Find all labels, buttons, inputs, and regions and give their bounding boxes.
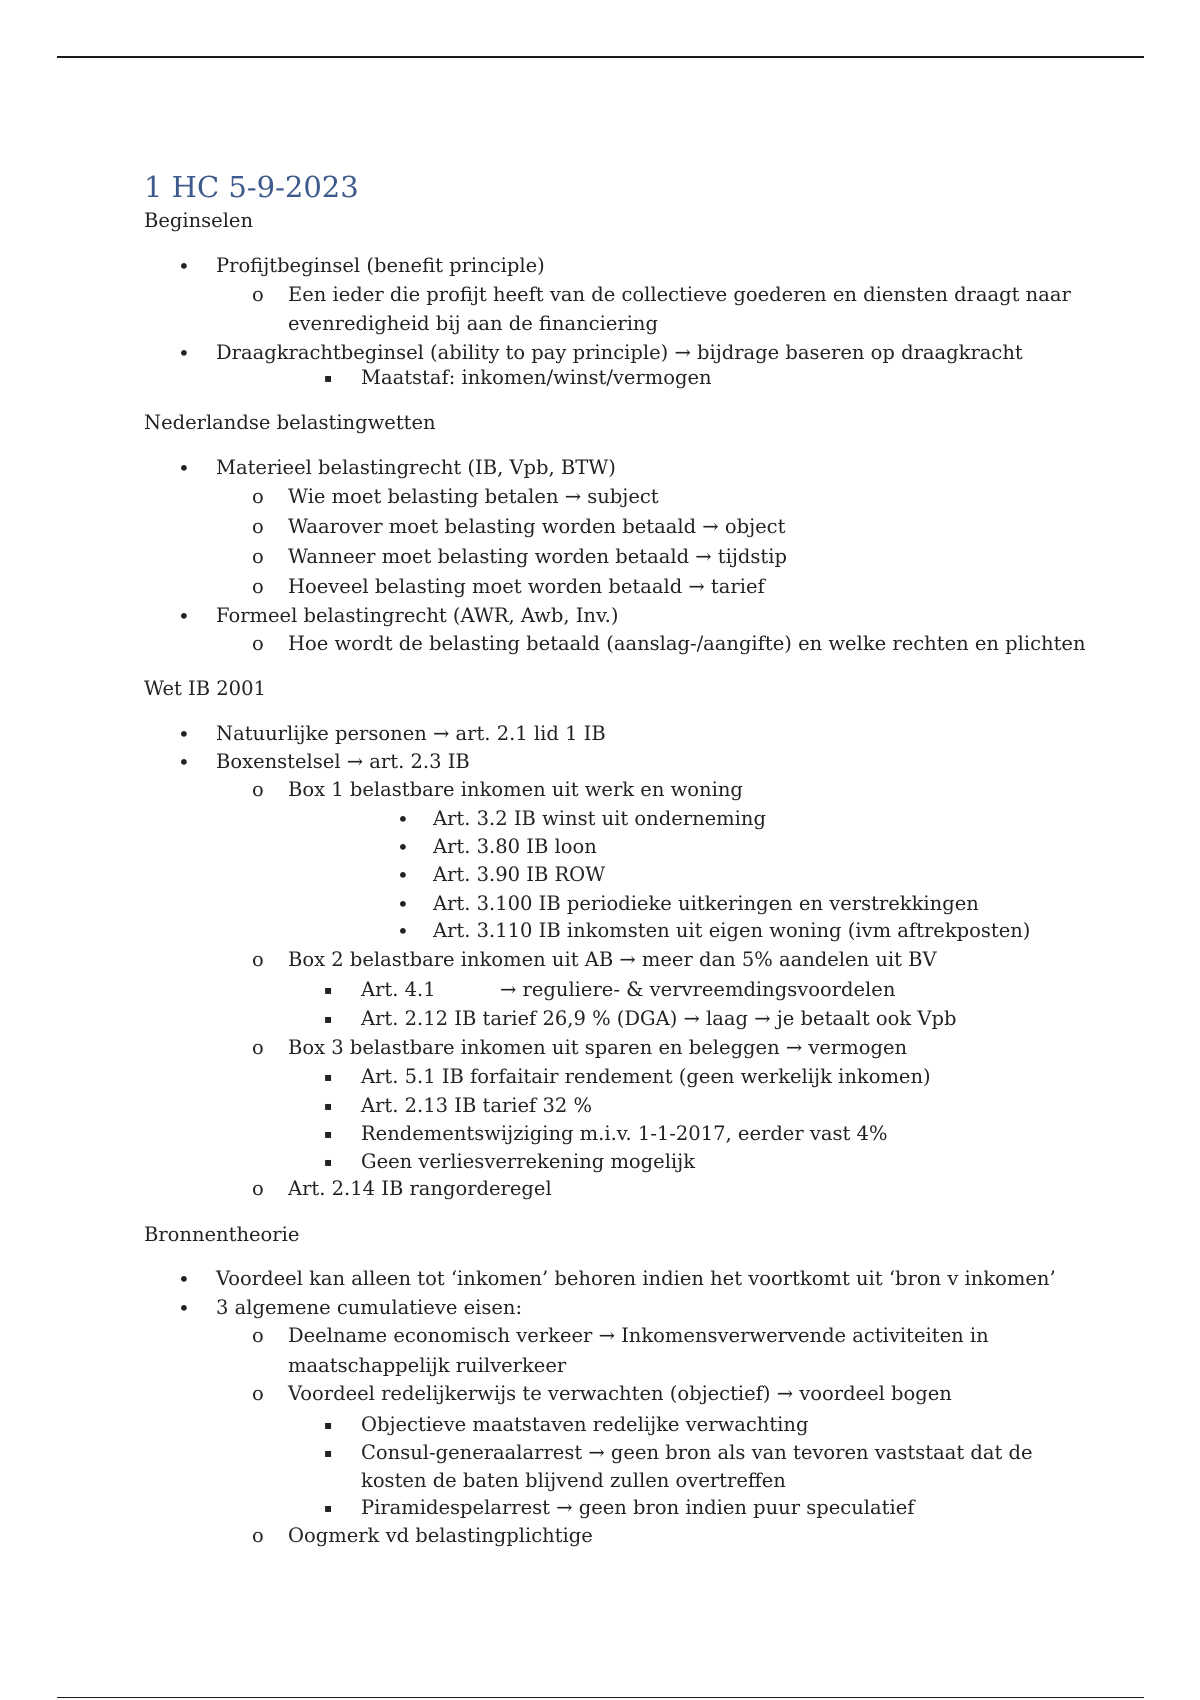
bullet-marker: • [397, 835, 409, 859]
square-marker: ▪ [324, 371, 333, 385]
list-item: Hoeveel belasting moet worden betaald → tarief [288, 575, 765, 598]
list-item: Draagkrachtbeginsel (ability to pay principle) → bijdrage baseren op draagkracht [216, 341, 1023, 364]
circle-marker: o [252, 485, 264, 508]
bullet-marker: • [178, 750, 190, 774]
list-item: Maatstaf: inkomen/winst/vermogen [361, 366, 712, 389]
list-item: Art. 3.80 IB loon [433, 835, 597, 858]
list-item: Piramidespelarrest → geen bron indien puur speculatief [361, 1496, 915, 1519]
bullet-marker: • [178, 456, 190, 480]
square-marker: ▪ [324, 1418, 333, 1432]
list-item: Hoe wordt de belasting betaald (aanslag-/aangifte) en welke rechten en plichten [288, 632, 1086, 655]
section-heading-beginselen: Beginselen [144, 209, 254, 232]
list-item: Art. 2.12 IB tarief 26,9 % (DGA) → laag → je betaalt ook Vpb [361, 1007, 957, 1030]
circle-marker: o [252, 948, 264, 971]
list-item: Objectieve maatstaven redelijke verwachting [361, 1413, 809, 1436]
list-item: Natuurlijke personen → art. 2.1 lid 1 IB [216, 722, 606, 745]
section-heading-bronnentheorie: Bronnentheorie [144, 1223, 300, 1246]
list-item: Boxenstelsel → art. 2.3 IB [216, 750, 470, 773]
bullet-marker: • [178, 341, 190, 365]
bullet-marker: • [178, 254, 190, 278]
list-item-continuation: maatschappelijk ruilverkeer [288, 1354, 567, 1377]
list-item: Rendementswijziging m.i.v. 1-1-2017, eerder vast 4% [361, 1122, 888, 1145]
bullet-marker: • [397, 807, 409, 831]
circle-marker: o [252, 283, 264, 306]
list-item: Voordeel kan alleen tot ‘inkomen’ behoren indien het voortkomt uit ‘bron v inkomen’ [216, 1267, 1056, 1290]
list-item: Consul-generaalarrest → geen bron als van tevoren vaststaat dat de [361, 1441, 1033, 1464]
list-item: Art. 3.90 IB ROW [433, 863, 606, 886]
circle-marker: o [252, 1036, 264, 1059]
list-item: Box 2 belastbare inkomen uit AB → meer dan 5% aandelen uit BV [288, 948, 937, 971]
list-item: Art. 2.13 IB tarief 32 % [361, 1094, 593, 1117]
bullet-marker: • [178, 1296, 190, 1320]
circle-marker: o [252, 1524, 264, 1547]
list-item-continuation: evenredigheid bij aan de financiering [288, 312, 658, 335]
list-item: Waarover moet belasting worden betaald → object [288, 515, 786, 538]
bullet-marker: • [397, 892, 409, 916]
bullet-marker: • [178, 604, 190, 628]
list-item: Box 1 belastbare inkomen uit werk en woning [288, 778, 743, 801]
circle-marker: o [252, 1177, 264, 1200]
list-item: Art. 5.1 IB forfaitair rendement (geen werkelijk inkomen) [361, 1065, 931, 1088]
list-item-continuation: → reguliere- & vervreemdingsvoordelen [500, 978, 896, 1001]
circle-marker: o [252, 1382, 264, 1405]
list-item: Art. 3.110 IB inkomsten uit eigen woning (ivm aftrekposten) [433, 919, 1031, 942]
list-item: Profijtbeginsel (benefit principle) [216, 254, 545, 277]
list-item: Art. 4.1 [361, 978, 436, 1001]
circle-marker: o [252, 778, 264, 801]
list-item: Een ieder die profijt heeft van de collectieve goederen en diensten draagt naar [288, 283, 1071, 306]
square-marker: ▪ [324, 1099, 333, 1113]
list-item-continuation: kosten de baten blijvend zullen overtreffen [361, 1469, 786, 1492]
list-item: Geen verliesverrekening mogelijk [361, 1150, 696, 1173]
section-heading-wet-ib-2001: Wet IB 2001 [144, 677, 266, 700]
bullet-marker: • [397, 863, 409, 887]
bottom-rule [57, 1697, 1144, 1698]
square-marker: ▪ [324, 1070, 333, 1084]
section-heading-nederlandse-belastingwetten: Nederlandse belastingwetten [144, 411, 436, 434]
list-item: Wanneer moet belasting worden betaald → tijdstip [288, 545, 787, 568]
circle-marker: o [252, 545, 264, 568]
bullet-marker: • [397, 919, 409, 943]
list-item: Wie moet belasting betalen → subject [288, 485, 659, 508]
circle-marker: o [252, 1324, 264, 1347]
list-item: Formeel belastingrecht (AWR, Awb, Inv.) [216, 604, 619, 627]
list-item: Art. 3.2 IB winst uit onderneming [433, 807, 766, 830]
bullet-marker: • [178, 1267, 190, 1291]
circle-marker: o [252, 515, 264, 538]
list-item: Box 3 belastbare inkomen uit sparen en beleggen → vermogen [288, 1036, 908, 1059]
square-marker: ▪ [324, 1155, 333, 1169]
page-title: 1 HC 5-9-2023 [144, 170, 359, 204]
square-marker: ▪ [324, 1446, 333, 1460]
circle-marker: o [252, 575, 264, 598]
square-marker: ▪ [324, 1127, 333, 1141]
list-item: 3 algemene cumulatieve eisen: [216, 1296, 523, 1319]
circle-marker: o [252, 632, 264, 655]
bullet-marker: • [178, 722, 190, 746]
list-item: Art. 2.14 IB rangorderegel [288, 1177, 552, 1200]
list-item: Deelname economisch verkeer → Inkomensverwervende activiteiten in [288, 1324, 989, 1347]
square-marker: ▪ [324, 983, 333, 997]
top-rule [57, 56, 1144, 58]
list-item: Oogmerk vd belastingplichtige [288, 1524, 593, 1547]
list-item: Voordeel redelijkerwijs te verwachten (objectief) → voordeel bogen [288, 1382, 952, 1405]
square-marker: ▪ [324, 1501, 333, 1515]
list-item: Materieel belastingrecht (IB, Vpb, BTW) [216, 456, 616, 479]
square-marker: ▪ [324, 1012, 333, 1026]
list-item: Art. 3.100 IB periodieke uitkeringen en verstrekkingen [433, 892, 979, 915]
